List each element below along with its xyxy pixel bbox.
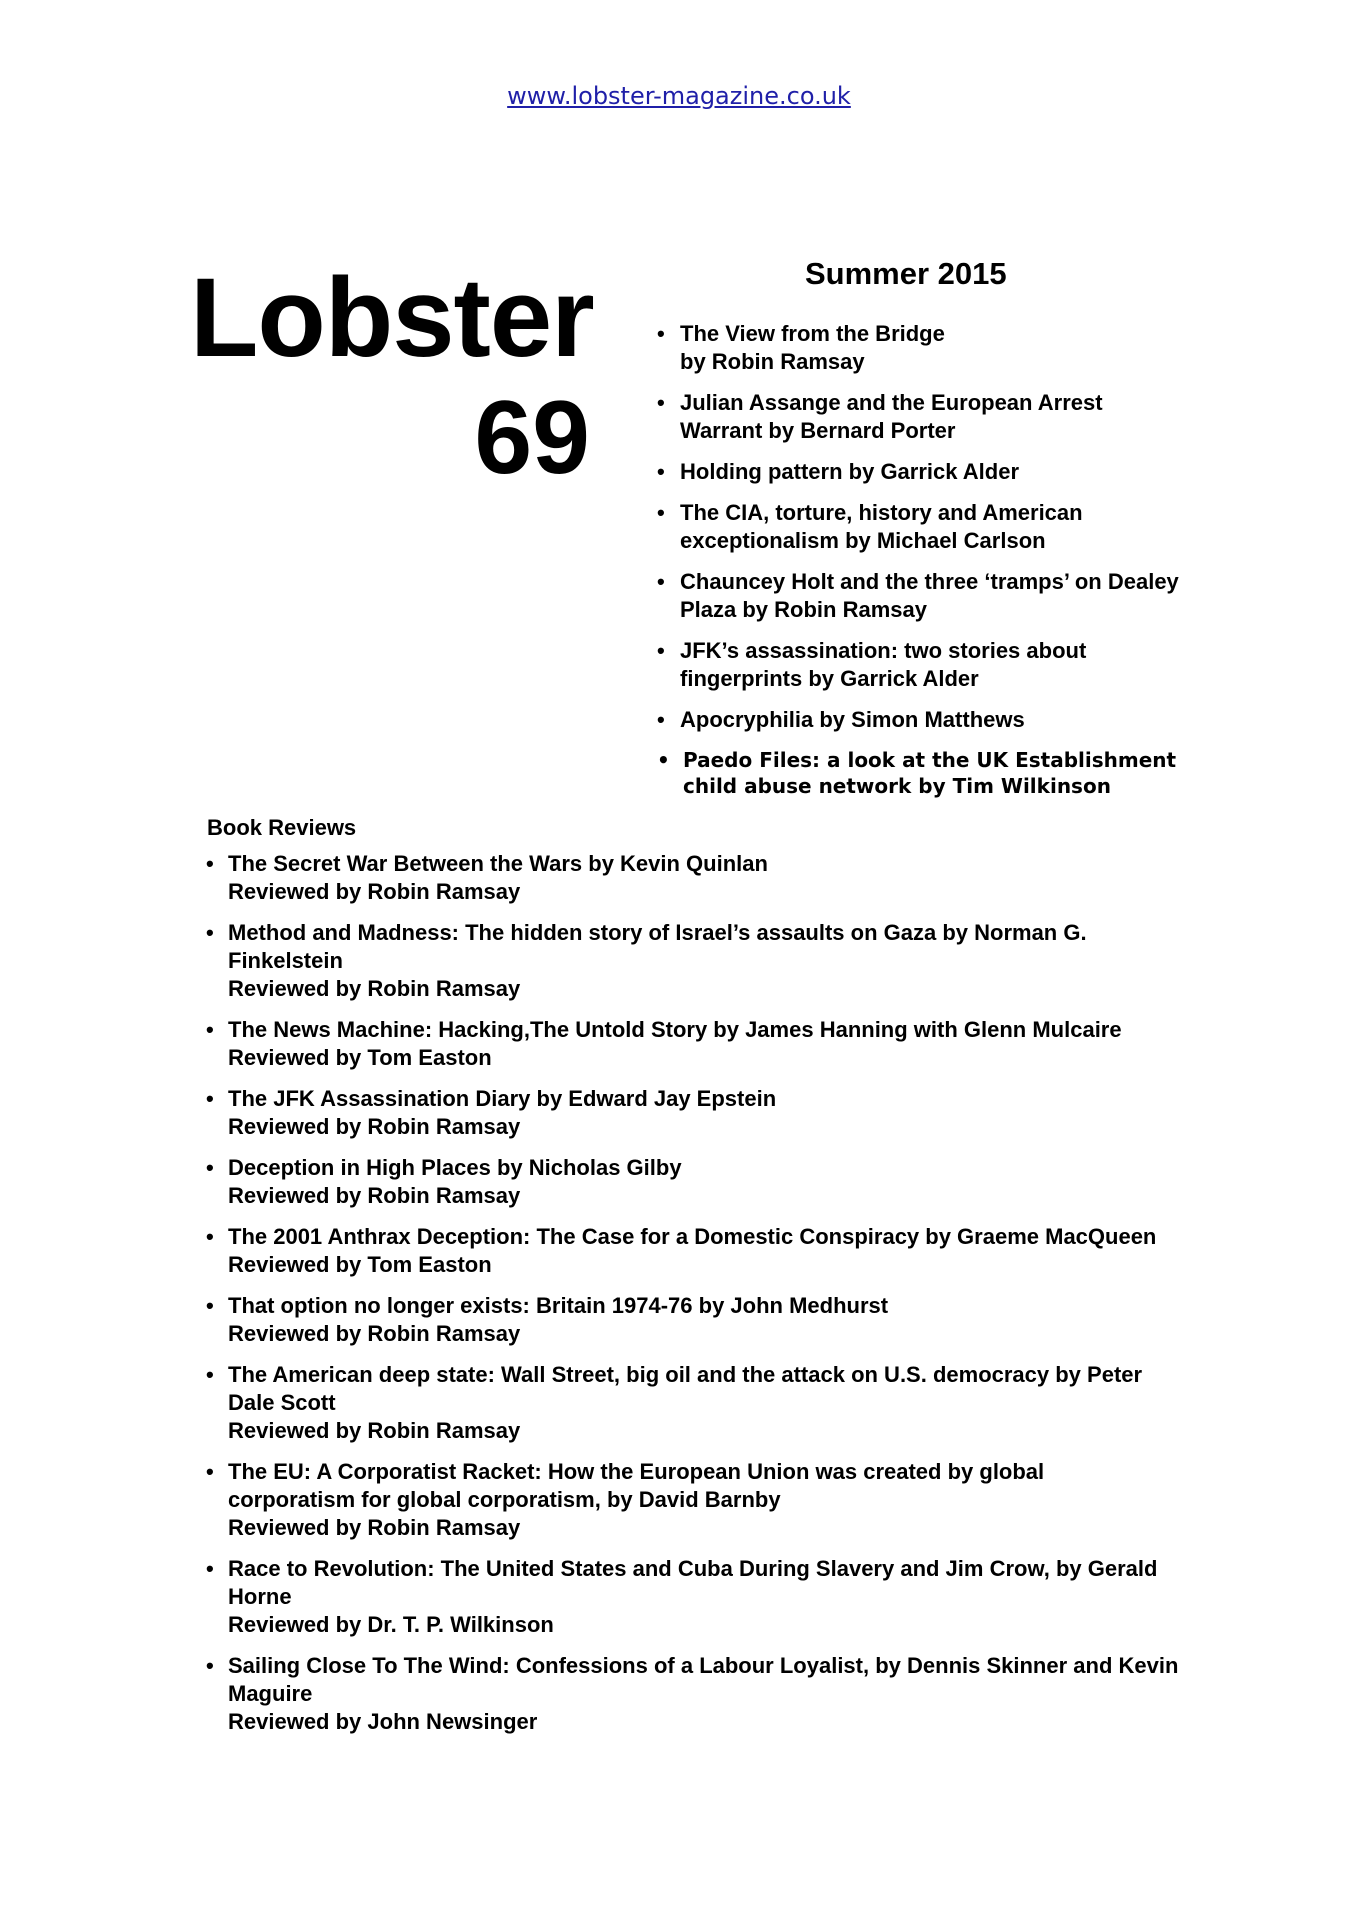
review-title: • Deception in High Places by Nicholas Gilby	[228, 1155, 682, 1180]
review-item	[206, 1085, 1206, 1141]
review-title: • The Secret War Between the Wars by Kevin Quinlan	[228, 851, 768, 876]
review-title: • The EU: A Corporatist Racket: How the European Union was created by global corporatism for global corporatism, by David Barnby	[228, 1459, 1045, 1512]
contents-item: • Chauncey Holt and the three ‘tramps’ on Dealey Plaza by Robin Ramsay	[655, 568, 1240, 624]
review-reviewer: Reviewed by Tom Easton	[228, 1045, 492, 1070]
review-reviewer: Reviewed by Tom Easton	[228, 1252, 492, 1277]
review-reviewer: Reviewed by Robin Ramsay	[228, 1418, 521, 1443]
review-item	[206, 1458, 1206, 1542]
contents-item: • The CIA, torture, history and American exceptionalism by Michael Carlson	[655, 499, 1150, 555]
review-title: • The American deep state: Wall Street, big oil and the attack on U.S. democracy by Peter Dale Scott	[228, 1362, 1143, 1415]
issue-season: Summer 2015	[805, 256, 1007, 291]
contents-item: • The View from the Bridge by Robin Ramsay	[655, 320, 1040, 376]
review-item	[206, 1361, 1206, 1445]
contents-item: • Apocryphilia by Simon Matthews	[655, 706, 1215, 734]
book-reviews-heading: Book Reviews	[207, 815, 357, 840]
contents-item: • Holding pattern by Garrick Alder	[655, 458, 1215, 486]
review-reviewer: Reviewed by Robin Ramsay	[228, 1321, 521, 1346]
contents-list	[655, 320, 1215, 812]
review-title: • Sailing Close To The Wind: Confessions of a Labour Loyalist, by Dennis Skinner and Kevin Maguire	[228, 1653, 1179, 1706]
review-item	[206, 850, 1206, 906]
issue-number: 69	[474, 380, 590, 496]
review-item	[206, 1223, 1206, 1279]
review-reviewer: Reviewed by Robin Ramsay	[228, 1515, 521, 1540]
review-title: • Race to Revolution: The United States and Cuba During Slavery and Jim Crow, by Gerald Horne	[228, 1556, 1158, 1609]
review-item	[206, 1652, 1206, 1736]
contents-item: • Julian Assange and the European Arrest Warrant by Bernard Porter	[655, 389, 1150, 445]
masthead	[190, 255, 594, 496]
magazine-name: Lobster	[190, 255, 594, 380]
review-reviewer: Reviewed by Dr. T. P. Wilkinson	[228, 1612, 554, 1637]
review-reviewer: Reviewed by Robin Ramsay	[228, 976, 521, 1001]
review-reviewer: Reviewed by John Newsinger	[228, 1709, 538, 1734]
contents-item: • JFK’s assassination: two stories about fingerprints by Garrick Alder	[655, 637, 1150, 693]
review-reviewer: Reviewed by Robin Ramsay	[228, 1183, 521, 1208]
review-title: • Method and Madness: The hidden story of Israel’s assaults on Gaza by Norman G. Finkelstein	[228, 920, 1087, 973]
review-title: • The News Machine: Hacking,The Untold Story by James Hanning with Glenn Mulcaire	[228, 1017, 1122, 1042]
review-item	[206, 1555, 1206, 1639]
review-title: • That option no longer exists: Britain 1974-76 by John Medhurst	[228, 1293, 889, 1318]
review-reviewer: Reviewed by Robin Ramsay	[228, 1114, 521, 1139]
review-item	[206, 919, 1206, 1003]
review-item	[206, 1016, 1206, 1072]
review-title: • The 2001 Anthrax Deception: The Case for a Domestic Conspiracy by Graeme MacQueen	[228, 1224, 1157, 1249]
review-title: • The JFK Assassination Diary by Edward Jay Epstein	[228, 1086, 777, 1111]
review-reviewer: Reviewed by Robin Ramsay	[228, 879, 521, 904]
review-item	[206, 1292, 1206, 1348]
book-reviews-list	[206, 850, 1206, 1749]
site-url-link[interactable]: www.lobster-magazine.co.uk	[507, 82, 851, 110]
contents-item: • Paedo Files: a look at the UK Establishment child abuse network by Tim Wilkinson	[655, 747, 1213, 799]
review-item	[206, 1154, 1206, 1210]
